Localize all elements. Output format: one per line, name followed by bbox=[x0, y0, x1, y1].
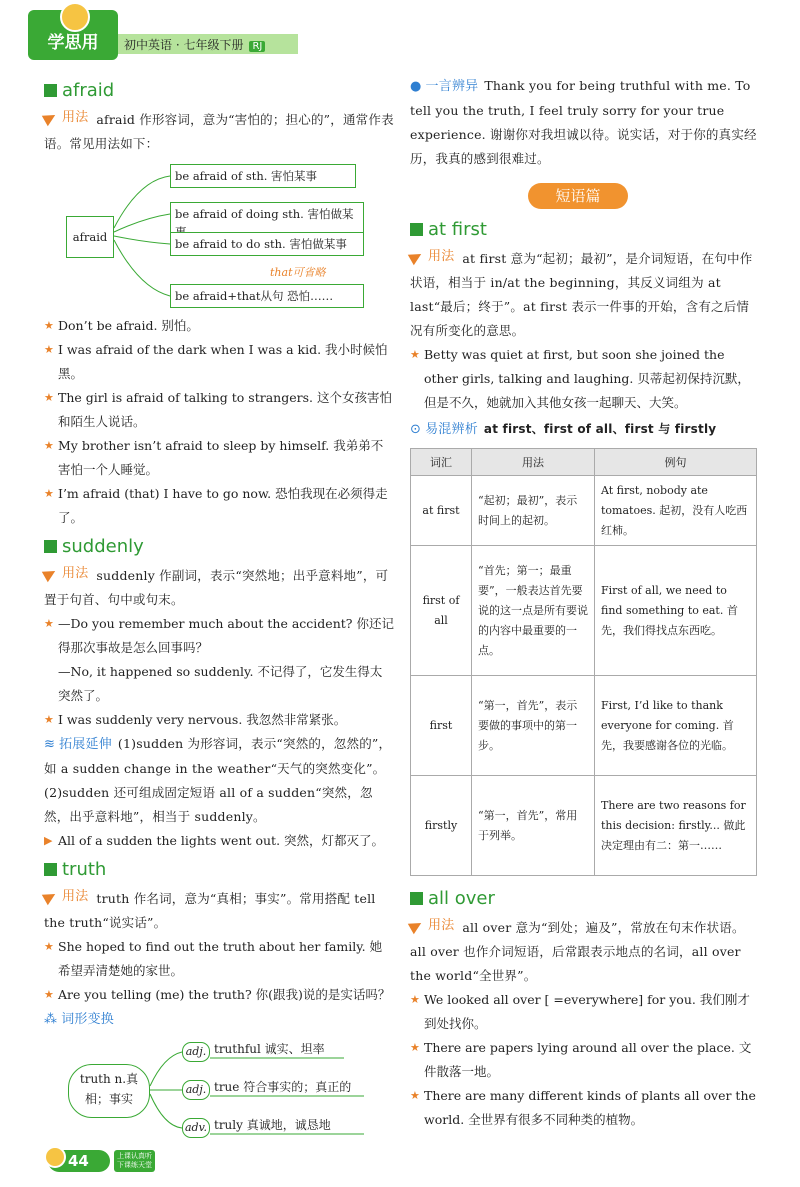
confuse-label: ⊙ 易混辨析 bbox=[410, 418, 478, 442]
dialog-line: ★ —Do you remember much about the accident? 你还记得那次事故是怎么回事吗？ bbox=[44, 612, 394, 660]
dialog-line: —No, it happened so suddenly. 不记得了，它发生得太突然了。 bbox=[58, 664, 383, 703]
logo-text: 学思用 bbox=[47, 33, 99, 53]
wifi-icon: ≋ bbox=[44, 737, 56, 752]
entry-heading-at-first bbox=[410, 217, 760, 241]
right-column bbox=[410, 74, 760, 1132]
entry-word: all over bbox=[428, 887, 495, 909]
pos-tag: adj. bbox=[182, 1080, 210, 1100]
word-forms-diagram bbox=[44, 1036, 394, 1146]
forms-root: truth n.真相；事实 bbox=[68, 1064, 150, 1118]
magnifier-icon: ⊙ bbox=[410, 422, 422, 437]
usage-label: 用法 bbox=[44, 562, 88, 586]
star-icon: ★ bbox=[44, 940, 54, 953]
entry-heading-truth bbox=[44, 857, 394, 881]
comparison-table bbox=[410, 448, 757, 876]
square-icon bbox=[410, 223, 423, 236]
word-forms-heading bbox=[44, 1007, 394, 1032]
table-cell: first bbox=[411, 676, 472, 776]
diagram-item: be afraid+that从句 恐怕…… bbox=[170, 284, 364, 308]
pen-icon bbox=[42, 889, 58, 905]
afraid-diagram bbox=[44, 160, 394, 312]
star-icon: ★ bbox=[44, 713, 54, 726]
confuse-heading bbox=[410, 417, 760, 442]
star-icon: ★ bbox=[410, 1089, 420, 1102]
book-title-text: 初中英语 · 七年级下册 bbox=[124, 38, 244, 52]
table-cell: first of all bbox=[411, 546, 472, 676]
molecule-icon: ⁂ bbox=[44, 1012, 58, 1027]
example-sentence: ★ We looked all over [ =everywhere] for you. 我们刚才到处找你。 bbox=[410, 988, 760, 1036]
handwritten-note: that可省略 bbox=[270, 266, 326, 279]
forms-label: ⁂ 词形变换 bbox=[44, 1008, 114, 1032]
pen-icon bbox=[408, 918, 424, 934]
page-footer bbox=[48, 1148, 155, 1174]
example-sentence: ★ I was afraid of the dark when I was a kid. 我小时候怕黑。 bbox=[44, 338, 394, 386]
table-header: 词汇 bbox=[411, 449, 472, 476]
square-icon bbox=[44, 540, 57, 553]
example-sentence: ▶ All of a sudden the lights went out. 突然，灯都灭了。 bbox=[44, 829, 394, 853]
usage-all-over: 用法 all over 意为“到处；遍及”，常放在句末作状语。all over 也作介词短语，后常跟表示地点的名词，all over the world“全世界”。 bbox=[410, 914, 760, 988]
table-cell: firstly bbox=[411, 776, 472, 876]
discern-note: ● 一言辨异 Thank you for being truthful with me. To tell you the truth, I feel truly sorry for your true experience. 谢谢你对我坦诚以待。说实话，对于你的真实经历，我真的感到很难过。 bbox=[410, 74, 760, 171]
extend-note: ≋ 拓展延伸 (1)sudden 为形容词，表示“突然的，忽然的”，如 a sudden change in the weather“天气的突然变化”。 bbox=[44, 732, 394, 781]
confuse-title: at first、first of all、first 与 firstly bbox=[483, 422, 717, 436]
form-word: truly 真诚地，诚恳地 bbox=[214, 1118, 331, 1132]
star-icon: ★ bbox=[44, 343, 54, 356]
diagram-item: be afraid to do sth. 害怕做某事 bbox=[170, 232, 364, 256]
star-icon: ★ bbox=[410, 1041, 420, 1054]
star-icon: ★ bbox=[44, 439, 54, 452]
example-sentence: ★ Don’t be afraid. 别怕。 bbox=[44, 314, 394, 338]
usage-suddenly: 用法 suddenly 作副词，表示“突然地；出乎意料地”，可置于句首、句中或句末。 bbox=[44, 562, 394, 612]
entry-word: truth bbox=[62, 858, 107, 880]
example-sentence: ★ I’m afraid (that) I have to go now. 恐怕我现在必须得走了。 bbox=[44, 482, 394, 530]
page-number: 44 bbox=[68, 1152, 89, 1170]
table-row bbox=[411, 546, 757, 676]
brand-logo bbox=[28, 10, 118, 60]
table-header-row bbox=[411, 449, 757, 476]
phrases-banner: 短语篇 bbox=[528, 183, 628, 209]
mascot-icon bbox=[60, 2, 90, 32]
table-cell: “第一，首先”，常用于列举。 bbox=[472, 776, 595, 876]
usage-label: 用法 bbox=[410, 245, 454, 269]
pos-tag: adv. bbox=[182, 1118, 210, 1138]
example-sentence: ★ She hoped to find out the truth about her family. 她希望弄清楚她的家世。 bbox=[44, 935, 394, 983]
table-cell: “首先；第一；最重要”，一般表达首先要说的这一点是所有要说的内容中最重要的一点。 bbox=[472, 546, 595, 676]
star-icon: ★ bbox=[44, 487, 54, 500]
star-icon: ★ bbox=[410, 348, 420, 361]
motto-line: 下课练天堂 bbox=[117, 1161, 152, 1169]
table-cell: “起初；最初”，表示时间上的起初。 bbox=[472, 476, 595, 546]
entry-word: at first bbox=[428, 218, 487, 240]
left-column bbox=[44, 74, 394, 1146]
square-icon bbox=[44, 84, 57, 97]
star-icon: ★ bbox=[44, 319, 54, 332]
extend-note: (2)sudden 还可组成固定短语 all of a sudden“突然，忽然，出乎意料地”，相当于 suddenly。 bbox=[44, 785, 373, 824]
square-icon bbox=[410, 892, 423, 905]
diagram-root: afraid bbox=[66, 216, 114, 258]
table-cell: There are two reasons for this decision: firstly... 做此决定理由有二：第一…… bbox=[595, 776, 757, 876]
table-row bbox=[411, 476, 757, 546]
table-row bbox=[411, 776, 757, 876]
star-icon: ★ bbox=[410, 993, 420, 1006]
usage-truth: 用法 truth 作名词，意为“真相；事实”。常用搭配 tell the truth“说实话”。 bbox=[44, 885, 394, 935]
example-sentence: ★ The girl is afraid of talking to strangers. 这个女孩害怕和陌生人说话。 bbox=[44, 386, 394, 434]
star-icon: ★ bbox=[44, 988, 54, 1001]
arrow-icon: ▶ bbox=[44, 834, 53, 847]
form-word: truthful 诚实、坦率 bbox=[214, 1042, 325, 1056]
square-icon bbox=[44, 863, 57, 876]
table-header: 例句 bbox=[595, 449, 757, 476]
usage-label: 用法 bbox=[410, 914, 454, 938]
pen-icon bbox=[42, 110, 58, 126]
table-cell: At first, nobody ate tomatoes. 起初，没有人吃西红柿。 bbox=[595, 476, 757, 546]
footer-motto bbox=[114, 1150, 155, 1172]
star-icon: ★ bbox=[44, 617, 54, 630]
usage-afraid bbox=[44, 106, 394, 156]
chat-icon: ● bbox=[410, 79, 422, 94]
usage-label: 用法 bbox=[44, 885, 88, 909]
motto-line: 上课认真听 bbox=[117, 1152, 152, 1160]
page-number-badge bbox=[48, 1150, 110, 1172]
pen-icon bbox=[42, 566, 58, 582]
usage-at-first: 用法 at first 意为“起初；最初”，是介词短语，在句中作状语，相当于 in/at the beginning，其反义词组为 at last“最后；终于”。at first 表示一件事的开始，含有之后情况有所变化的意思。 bbox=[410, 245, 760, 343]
entry-heading-all-over bbox=[410, 886, 760, 910]
table-cell: “第一，首先”，表示要做的事项中的第一步。 bbox=[472, 676, 595, 776]
table-cell: First, I’d like to thank everyone for coming. 首先，我要感谢各位的光临。 bbox=[595, 676, 757, 776]
example-sentence: ★ Are you telling (me) the truth? 你(跟我)说的是实话吗？ bbox=[44, 983, 394, 1007]
example-sentence: ★ There are papers lying around all over the place. 文件散落一地。 bbox=[410, 1036, 760, 1084]
entry-word: suddenly bbox=[62, 535, 144, 557]
extend-label: ≋ 拓展延伸 bbox=[44, 733, 112, 757]
edition-badge: RJ bbox=[249, 41, 265, 52]
form-word: true 符合事实的；真正的 bbox=[214, 1080, 352, 1094]
book-title bbox=[124, 36, 265, 53]
star-icon: ★ bbox=[44, 391, 54, 404]
entry-word: afraid bbox=[62, 79, 115, 101]
example-sentence: ★ Betty was quiet at first, but soon she joined the other girls, talking and laughing. 贝蒂起初保持沉默，但是不久，她就加入其他女孩一起聊天、大笑。 bbox=[410, 343, 760, 415]
table-cell: at first bbox=[411, 476, 472, 546]
entry-heading-afraid bbox=[44, 78, 394, 102]
example-sentence: ★ My brother isn’t afraid to sleep by himself. 我弟弟不害怕一个人睡觉。 bbox=[44, 434, 394, 482]
example-sentence: ★ There are many different kinds of plants all over the world. 全世界有很多不同种类的植物。 bbox=[410, 1084, 760, 1132]
discern-label: ● 一言辨异 bbox=[410, 75, 478, 99]
diagram-item: be afraid of sth. 害怕某事 bbox=[170, 164, 356, 188]
usage-text: afraid 作形容词，意为“害怕的；担心的”，通常作表语。常见用法如下： bbox=[44, 112, 394, 151]
pen-icon bbox=[408, 249, 424, 265]
table-cell: First of all, we need to find something to eat. 首先，我们得找点东西吃。 bbox=[595, 546, 757, 676]
usage-label: 用法 bbox=[44, 106, 88, 130]
page-header bbox=[0, 0, 800, 64]
mascot-icon bbox=[44, 1146, 66, 1168]
pos-tag: adj. bbox=[182, 1042, 210, 1062]
diagram-item: be afraid of doing sth. 害怕做某 bbox=[170, 202, 364, 244]
entry-heading-suddenly bbox=[44, 534, 394, 558]
table-row bbox=[411, 676, 757, 776]
table-header: 用法 bbox=[472, 449, 595, 476]
example-sentence: ★ I was suddenly very nervous. 我忽然非常紧张。 bbox=[44, 708, 394, 732]
